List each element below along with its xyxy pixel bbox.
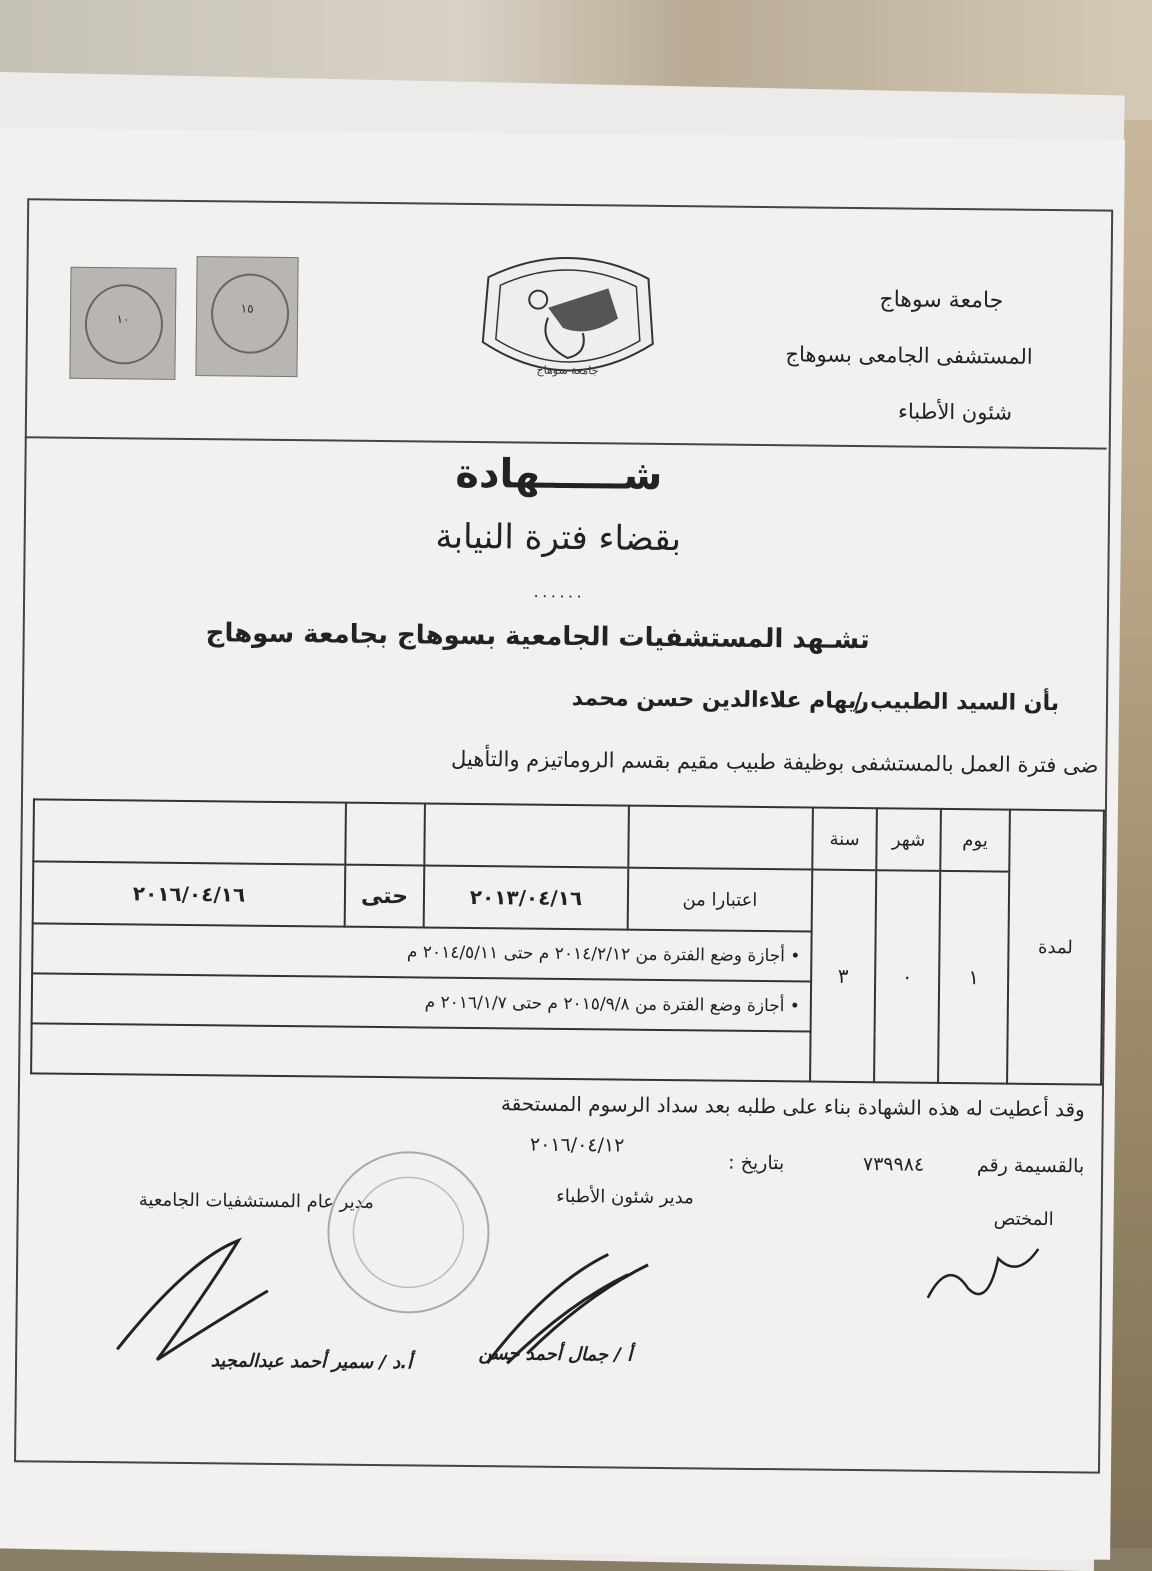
- value-day: ١: [938, 871, 1009, 1084]
- receipt-label: بالقسيمة رقم: [976, 1154, 1085, 1178]
- signature-general-director: [117, 1239, 268, 1361]
- general-director-name: أ.د / سمير أحمد عبدالمجيد: [210, 1350, 413, 1374]
- affairs-director-name: أ / جمال أحمد حسن: [478, 1343, 633, 1366]
- hospital-name: المستشفى الجامعى بسوهاج: [785, 342, 1033, 369]
- header-year: سنة: [812, 808, 877, 871]
- value-month: ٠: [874, 870, 940, 1083]
- value-year: ٣: [810, 870, 876, 1083]
- header-month: شهر: [876, 808, 941, 871]
- doctor-name: ريهام علاءالدين حسن محمد: [571, 686, 870, 715]
- university-name: جامعة سوهاج: [879, 287, 1004, 314]
- leave-period-2: • أجازة وضع الفترة من ٢٠١٥/٩/٨ م حتى ٢٠١٦/١/٧ م: [32, 973, 811, 1031]
- affairs-director-title: مدير شئون الأطباء: [556, 1185, 694, 1209]
- receipt-number: ٧٣٩٩٨٤: [862, 1153, 925, 1176]
- from-date: ٢٠١٣/٠٤/١٦: [424, 865, 629, 929]
- specialist-label: المختص: [993, 1208, 1054, 1231]
- title-dots: ٠٠٠٠٠٠: [531, 585, 584, 606]
- service-description: ضى فترة العمل بالمستشفى بوظيفة طبيب مقيم بقسم الروماتيزم والتأهيل: [450, 746, 1099, 778]
- intro-line: تشـهد المستشفيات الجامعية بسوهاج بجامعة سوهاج: [205, 618, 870, 656]
- granted-statement: وقد أعطيت له هذه الشهادة بناء على طلبه بعد سداد الرسوم المستحقة: [500, 1091, 1085, 1122]
- general-director-title: مدير عام المستشفيات الجامعية: [138, 1189, 374, 1213]
- certificate-sheet: [0, 128, 1125, 1560]
- certificate-subtitle: بقضاء فترة النيابة: [435, 516, 682, 560]
- official-seal-icon: [328, 1152, 490, 1314]
- from-label: اعتبارا من: [628, 868, 813, 932]
- duration-label: لمدة: [1007, 810, 1104, 1085]
- stamp-value: ١٥: [240, 301, 254, 316]
- stamp-value: ١٠: [116, 312, 130, 327]
- leave-period-1: • أجازة وضع الفترة من ٢٠١٤/٢/١٢ م حتى ٢٠١٤/٥/١١ م: [32, 923, 811, 981]
- signature-specialist: [928, 1248, 1039, 1299]
- crest-caption: جامعة سوهاج: [536, 363, 599, 378]
- header-day: يوم: [940, 809, 1010, 872]
- certificate-title: شــــــهادة: [455, 450, 663, 499]
- date-label: بتاريخ :: [728, 1151, 785, 1175]
- department-name: شئون الأطباء: [897, 399, 1013, 425]
- receipt-date: ٢٠١٦/٠٤/١٢: [529, 1133, 625, 1157]
- until-date: ٢٠١٦/٠٤/١٦: [33, 861, 346, 926]
- doctor-prefix: بأن السيد الطبيب /: [854, 688, 1060, 717]
- until-label: حتى: [345, 865, 425, 928]
